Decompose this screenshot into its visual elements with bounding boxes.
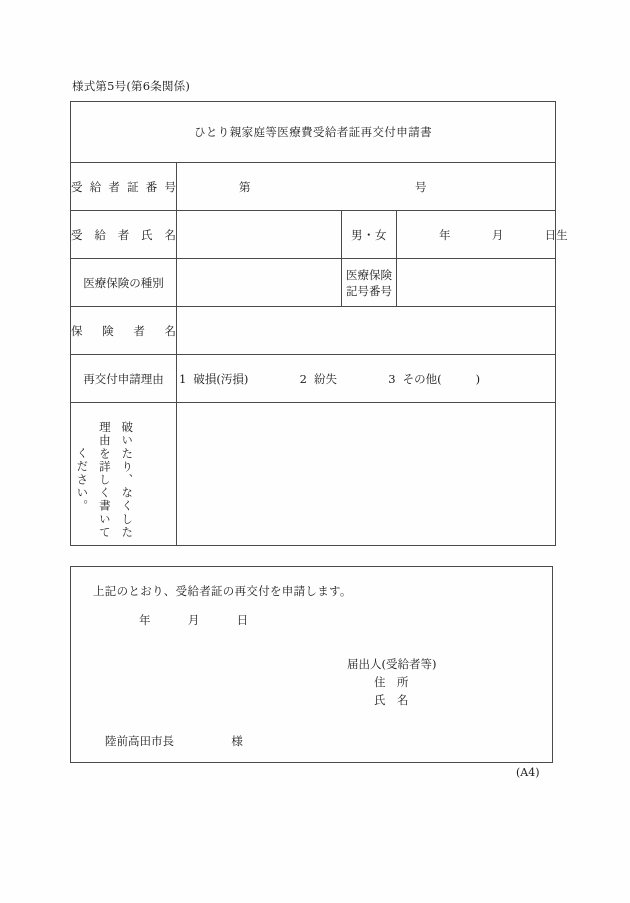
reason-option-3-close-paren: ) xyxy=(475,371,481,386)
certificate-number-label-cell xyxy=(71,163,177,211)
table-row-recipient-name xyxy=(71,211,556,259)
reason-option-3-text[interactable]: その他( xyxy=(402,371,442,386)
insurance-type-label: 医療保険の種別 xyxy=(83,275,164,290)
reason-options-inner xyxy=(177,371,480,387)
applicant-address-row[interactable] xyxy=(347,674,436,692)
paper-size-mark: (A4) xyxy=(516,766,540,779)
birth-day-label: 日生 xyxy=(544,227,568,242)
sex-selection[interactable]: 男・女 xyxy=(342,211,397,259)
birthdate-input[interactable] xyxy=(397,211,568,259)
application-form-table xyxy=(70,101,568,546)
declaration-statement: 上記のとおり、受給者証の再交付を申請します。 xyxy=(93,584,352,598)
table-row-reissue-reason xyxy=(71,355,556,403)
certificate-number-prefix: 第 xyxy=(239,179,251,194)
form-number-header: 様式第5号(第6条関係) xyxy=(72,79,191,93)
recipient-name-label: 受給者氏名 xyxy=(71,227,176,242)
declaration-block xyxy=(70,566,553,763)
reason-detail-input[interactable] xyxy=(177,403,556,546)
submission-date-year: 年 xyxy=(139,613,151,627)
table-row-insurance-type xyxy=(71,259,556,307)
table-row-insurer-name xyxy=(71,307,556,355)
reissue-reason-label-cell xyxy=(71,355,177,403)
applicant-title: 届出人(受給者等) xyxy=(347,657,437,671)
applicant-signature-block xyxy=(347,656,436,709)
insurance-type-input[interactable] xyxy=(177,259,342,307)
insurer-name-label-cell xyxy=(71,307,177,355)
applicant-name-row[interactable] xyxy=(347,692,436,710)
applicant-name-label: 氏 名 xyxy=(374,692,409,707)
reissue-reason-options[interactable] xyxy=(177,355,556,403)
certificate-number-input[interactable] xyxy=(177,163,556,211)
addressee-mayor: 陸前高田市長 xyxy=(105,734,174,748)
submission-date-line[interactable] xyxy=(139,612,248,628)
insurer-name-input[interactable] xyxy=(177,307,556,355)
reason-option-2-number[interactable]: 2 xyxy=(299,371,307,386)
insurance-symbol-number-input[interactable] xyxy=(397,259,556,307)
table-row-title xyxy=(71,102,556,163)
recipient-name-label-cell xyxy=(71,211,177,259)
addressee-honorific: 様 xyxy=(231,734,243,748)
certificate-number-suffix: 号 xyxy=(415,179,427,194)
applicant-address-label: 住 所 xyxy=(374,674,409,689)
reason-option-1-number[interactable]: 1 xyxy=(179,371,187,386)
recipient-name-input[interactable] xyxy=(177,211,342,259)
insurance-type-label-cell xyxy=(71,259,177,307)
submission-date-month: 月 xyxy=(187,613,200,627)
reason-option-3-number[interactable]: 3 xyxy=(388,371,396,386)
birthdate-inner xyxy=(439,227,568,243)
submission-date-day: 日 xyxy=(236,613,249,627)
table-row-reason-detail xyxy=(71,403,556,546)
insurance-symbol-number-label: 医療保険記号番号 xyxy=(342,259,397,307)
certificate-number-label: 受給者証番号 xyxy=(71,179,176,194)
reason-detail-label-cell xyxy=(71,403,177,546)
table-row-certificate-number xyxy=(71,163,556,211)
addressee-line xyxy=(105,733,243,749)
reissue-reason-label: 再交付申請理由 xyxy=(83,371,164,386)
reason-option-2-text[interactable]: 紛失 xyxy=(313,371,337,386)
birth-month-label: 月 xyxy=(491,227,504,242)
birth-year-label: 年 xyxy=(439,227,451,242)
form-title: ひとり親家庭等医療費受給者証再交付申請書 xyxy=(71,102,556,163)
reason-detail-label: 破いたり、なくした理由を詳しく書いてください。 xyxy=(75,421,135,539)
insurer-name-label: 保険者名 xyxy=(71,323,176,338)
reason-option-1-text[interactable]: 破損(汚損) xyxy=(193,371,249,386)
